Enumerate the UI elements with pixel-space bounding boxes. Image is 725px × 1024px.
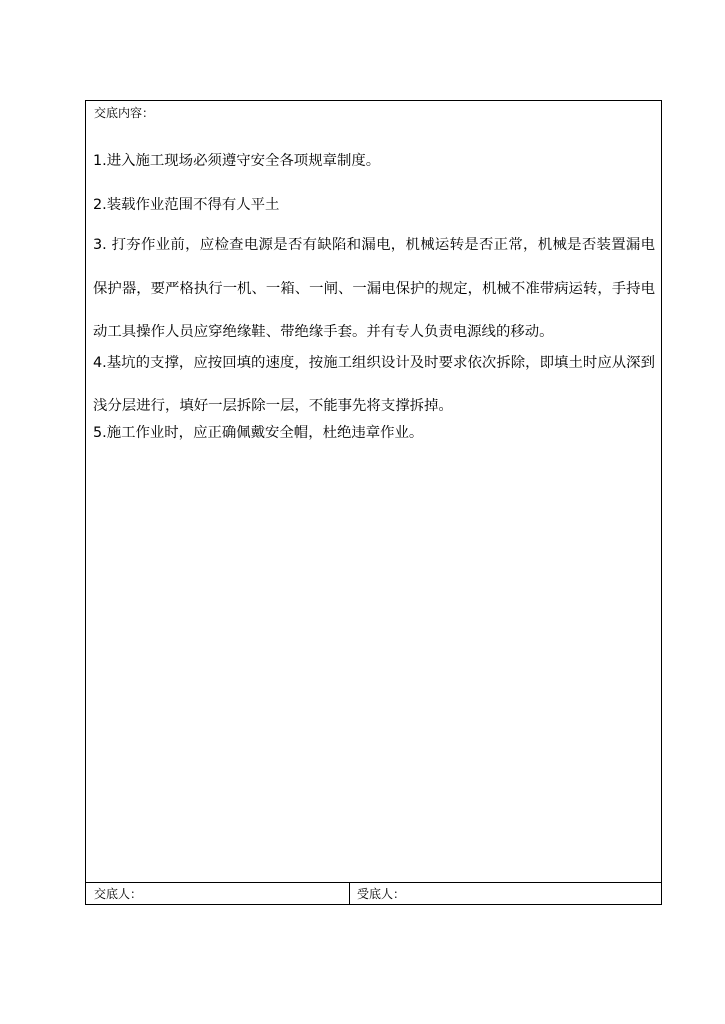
signature-divider (349, 883, 350, 905)
discloser-label: 交底人： (94, 887, 143, 901)
disclosure-item-1: 1.进入施工现场必须遵守安全各项规章制度。 (93, 153, 381, 169)
disclosure-items (93, 153, 655, 441)
disclosure-form-table (85, 100, 662, 905)
receiver-label: 受底人： (357, 887, 406, 901)
disclosure-item-4: 4.基坑的支撑，应按回填的速度，按施工组织设计及时要求依次拆除，即填土时应从深到浅分层进行，填好一层拆除一层，不能事先将支撑拆掉。 (93, 354, 655, 415)
signature-row (86, 882, 661, 904)
content-cell (86, 101, 661, 882)
disclosure-item-2: 2.装载作业范围不得有人平土 (93, 197, 280, 213)
disclosure-item-5: 5.施工作业时，应正确佩戴安全帽，杜绝违章作业。 (93, 424, 424, 441)
content-heading: 交底内容： (94, 106, 155, 120)
disclosure-item-3: 3. 打夯作业前，应检查电源是否有缺陷和漏电，机械运转是否正常，机械是否装置漏电保护器，要严格执行一机、一箱、一闸、一漏电保护的规定，机械不准带病运转，手持电动工具操作人员应穿绝缘鞋、带绝缘手套。并有专人负责电源线的移动。 (93, 237, 655, 341)
